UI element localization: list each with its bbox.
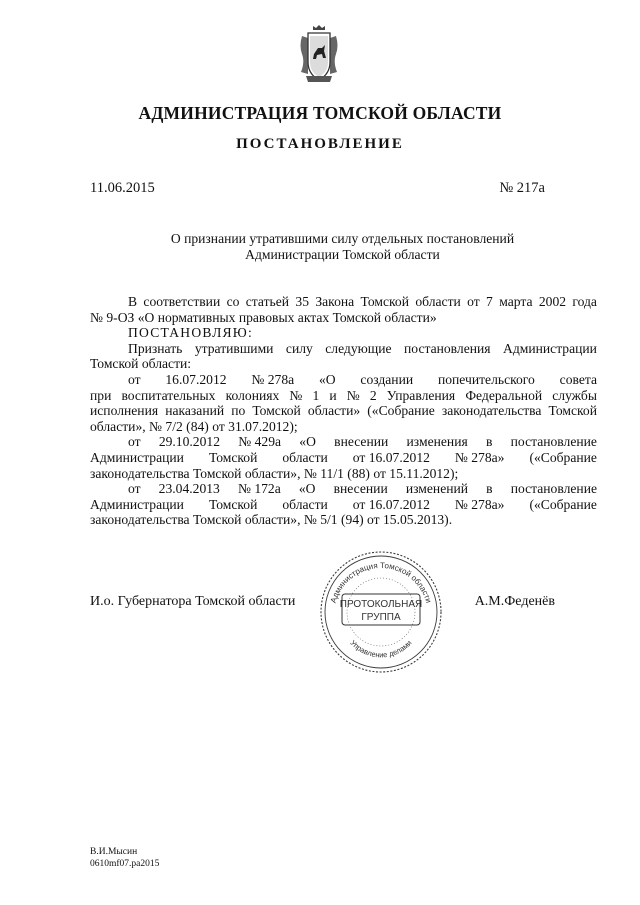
body-line: при воспитательных колониях № 1 и № 2 Управления Федеральной службы — [90, 387, 597, 403]
organization-title: АДМИНИСТРАЦИЯ ТОМСКОЙ ОБЛАСТИ — [138, 103, 502, 123]
footer-author: В.И.Мысин — [90, 847, 138, 857]
document-footer — [90, 846, 159, 870]
body-line: законодательства Томской области», № 5/1 (94) от 15.05.2013). — [90, 512, 453, 528]
body-line: Признать утратившими силу следующие постановления Администрации — [128, 340, 597, 356]
footer-file-reference: 0610mf07.ра2015 — [90, 859, 160, 869]
coat-of-arms-emblem — [296, 24, 342, 86]
body-line: В соответствии со статьей 35 Закона Томской области от 7 марта 2002 года — [128, 294, 597, 309]
decree-word: ПОСТАНОВЛЯЮ: — [128, 325, 253, 341]
body-line: от 23.04.2013 № 172а «О внесении изменений в постановление — [128, 481, 597, 497]
document-date: 11.06.2015 — [90, 180, 155, 196]
body-line: от 29.10.2012 № 429а «О внесении изменения в постановление — [128, 434, 597, 450]
signatory-position: И.о. Губернатора Томской области — [90, 594, 296, 609]
body-line: области», № 7/2 (84) от 31.07.2012); — [90, 418, 298, 434]
body-line: исполнения наказаний по Томской области» («Собрание законодательства Томской — [90, 403, 597, 419]
signatory-name: А.М.Феденёв — [474, 594, 555, 609]
document-type: ПОСТАНОВЛЕНИЕ — [236, 136, 404, 152]
subject-line: О признании утратившими силу отдельных постановлений — [170, 231, 515, 246]
body-line: № 9-ОЗ «О нормативных правовых актах Томской области» — [90, 309, 437, 325]
document-subject — [90, 231, 595, 263]
stamp-center-line2: ГРУППА — [361, 612, 401, 623]
document-body — [90, 294, 597, 528]
body-line: от 16.07.2012 № 278а «О создании попечительского совета — [128, 371, 597, 387]
body-line: Администрации Томской области от 16.07.2012 № 278а» («Собрание — [90, 449, 597, 465]
body-line: Томской области: — [90, 356, 192, 372]
body-line: Администрации Томской области от 16.07.2012 № 278а» («Собрание — [90, 496, 597, 512]
stamp-center-line1: ПРОТОКОЛЬНАЯ — [339, 599, 423, 610]
subject-line: Администрации Томской области — [245, 247, 440, 262]
official-stamp — [318, 549, 444, 675]
body-line: законодательства Томской области», № 11/1 (88) от 15.11.2012); — [90, 465, 459, 481]
stamp-ring-bottom: Управление делами — [348, 638, 414, 660]
stamp-ring-top: Администрация Томской области — [328, 560, 434, 605]
document-number: № 217а — [499, 180, 545, 196]
